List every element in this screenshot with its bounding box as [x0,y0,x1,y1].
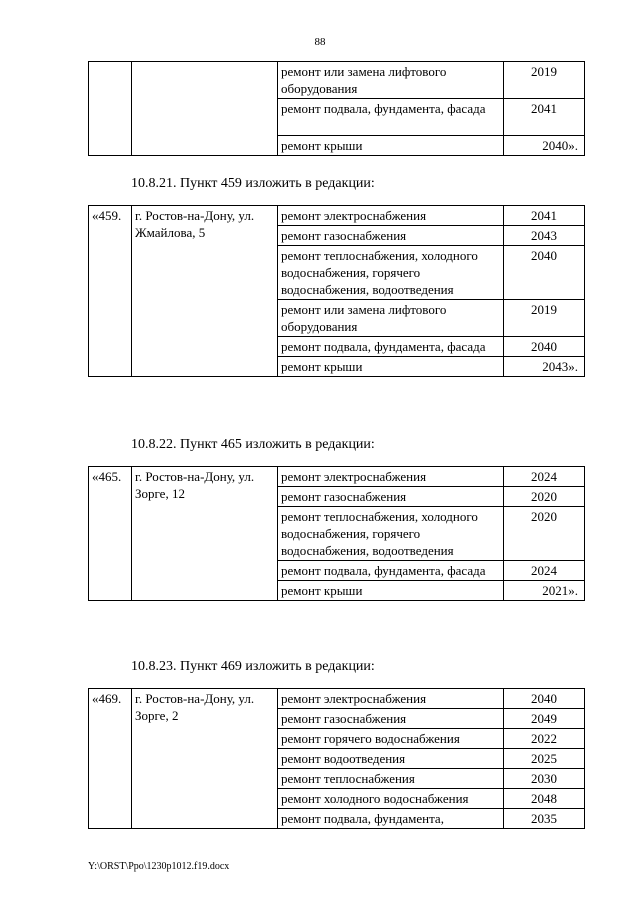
work-type-cell: ремонт теплоснабжения [278,769,504,789]
work-type-cell: ремонт крыши [278,581,504,601]
work-type-cell: ремонт электроснабжения [278,689,504,709]
year-cell: 2043». [504,357,585,377]
year-cell: 2019 [504,62,585,99]
year-cell: 2022 [504,729,585,749]
year-cell: 2021». [504,581,585,601]
work-type-cell: ремонт подвала, фундамента, [278,809,504,829]
page-number: 88 [314,36,326,48]
work-type-cell: ремонт электроснабжения [278,206,504,226]
table-row [89,62,585,99]
item-number-cell: «459. [89,206,132,377]
work-type-cell: ремонт теплоснабжения, холодного водоснабжения, горячего водоснабжения, водоотведения [278,246,504,300]
table-row [89,467,585,487]
amendment-table-465 [88,466,585,601]
work-type-cell: ремонт крыши [278,357,504,377]
work-type-cell: ремонт газоснабжения [278,226,504,246]
work-type-cell: ремонт теплоснабжения, холодного водоснабжения, горячего водоснабжения, водоотведения [278,507,504,561]
amendment-table-459 [88,205,585,377]
work-type-cell: ремонт газоснабжения [278,709,504,729]
address-cell: г. Ростов-на-Дону, ул. Жмайлова, 5 [132,206,278,377]
section-heading: 10.8.21. Пункт 459 изложить в редакции: [131,176,375,191]
year-cell: 2041 [504,99,585,136]
year-cell: 2019 [504,300,585,337]
work-type-cell: ремонт водоотведения [278,749,504,769]
year-cell: 2030 [504,769,585,789]
year-cell: 2024 [504,561,585,581]
section-heading: 10.8.22. Пункт 465 изложить в редакции: [131,437,375,452]
year-cell: 2040». [504,136,585,156]
year-cell: 2048 [504,789,585,809]
work-type-cell: ремонт подвала, фундамента, фасада [278,561,504,581]
year-cell: 2043 [504,226,585,246]
item-number-cell: «469. [89,689,132,829]
work-type-cell: ремонт крыши [278,136,504,156]
year-cell: 2040 [504,246,585,300]
address-cell: г. Ростов-на-Дону, ул. Зорге, 2 [132,689,278,829]
item-number-cell: «465. [89,467,132,601]
work-type-cell: ремонт электроснабжения [278,467,504,487]
work-type-cell: ремонт холодного водоснабжения [278,789,504,809]
section-heading: 10.8.23. Пункт 469 изложить в редакции: [131,659,375,674]
work-type-cell: ремонт горячего водоснабжения [278,729,504,749]
work-type-cell: ремонт подвала, фундамента, фасада [278,337,504,357]
year-cell: 2040 [504,689,585,709]
table-row [89,689,585,709]
item-number-cell [89,62,132,156]
year-cell: 2041 [504,206,585,226]
footer-file-path: Y:\ORST\Ppo\1230p1012.f19.docx [88,861,230,872]
year-cell: 2020 [504,507,585,561]
amendment-table-469 [88,688,585,829]
year-cell: 2020 [504,487,585,507]
work-type-cell: ремонт или замена лифтового оборудования [278,300,504,337]
year-cell: 2025 [504,749,585,769]
address-cell: г. Ростов-на-Дону, ул. Зорге, 12 [132,467,278,601]
work-type-cell: ремонт подвала, фундамента, фасада [278,99,504,136]
continuation-table [88,61,585,156]
year-cell: 2040 [504,337,585,357]
year-cell: 2049 [504,709,585,729]
address-cell [132,62,278,156]
work-type-cell: ремонт или замена лифтового оборудования [278,62,504,99]
work-type-cell: ремонт газоснабжения [278,487,504,507]
table-row [89,206,585,226]
year-cell: 2035 [504,809,585,829]
year-cell: 2024 [504,467,585,487]
